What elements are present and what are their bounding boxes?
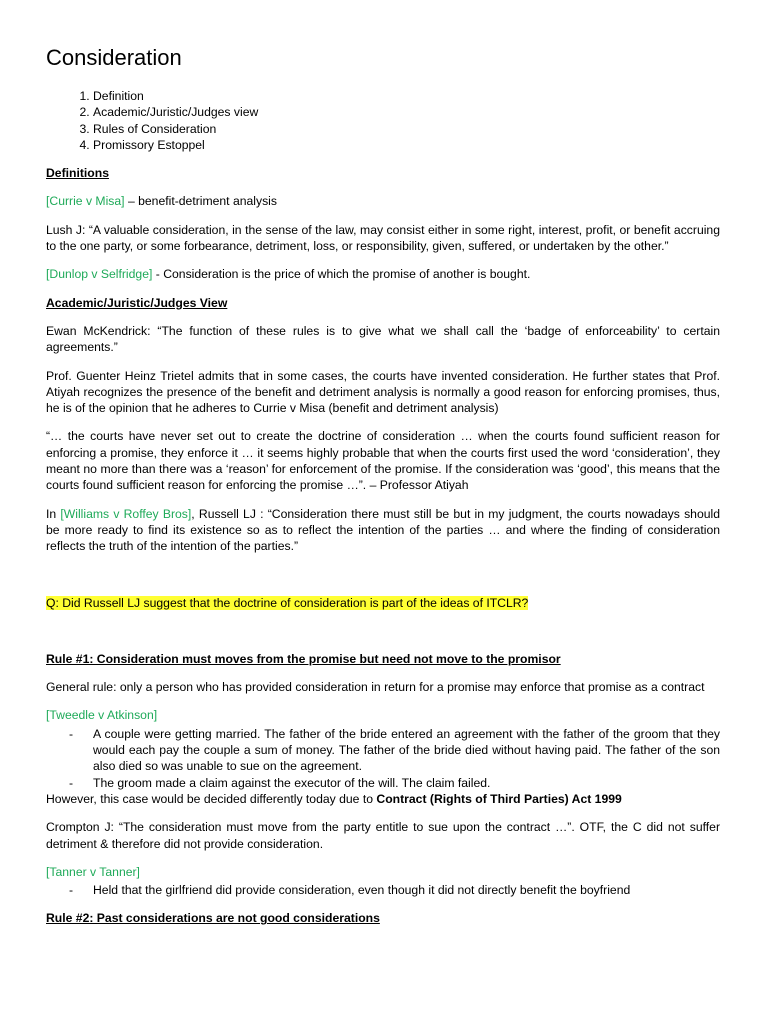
tweedle-points-list <box>46 726 720 791</box>
spacer <box>46 567 720 595</box>
table-of-contents <box>46 88 720 153</box>
definitions-heading: Definitions <box>46 166 109 181</box>
toc-item: 4. Promissory Estoppel <box>93 137 720 153</box>
list-item-text: The groom made a claim against the executor of the will. The claim failed. <box>93 775 491 790</box>
list-item-text: Held that the girlfriend did provide consideration, even though it did not directly benefit the boyfriend <box>93 883 631 898</box>
rule1-heading: Rule #1: Consideration must moves from the promise but need not move to the promisor <box>46 651 561 666</box>
act-name: Contract (Rights of Third Parties) Act 1999 <box>376 791 622 806</box>
rule2-heading: Rule #2: Past considerations are not good considerations <box>46 911 380 926</box>
williams-paragraph <box>46 506 720 555</box>
general-rule-paragraph: General rule: only a person who has provided consideration in return for a promise may enforce that promise as a contract <box>46 680 705 695</box>
tanner-case-citation: [Tanner v Tanner] <box>46 864 140 879</box>
spacer <box>46 623 720 651</box>
mckendrick-paragraph: Ewan McKendrick: “The function of these rules is to give what we shall call the ‘badge of enforceability’ to certain agreements.” <box>46 323 720 355</box>
highlighted-question: Q: Did Russell LJ suggest that the doctrine of consideration is part of the ideas of ITCLR? <box>46 595 529 610</box>
academic-heading: Academic/Juristic/Judges View <box>46 295 228 310</box>
currie-paragraph <box>46 193 720 209</box>
list-item <box>46 775 720 791</box>
tanner-points-list <box>46 882 720 898</box>
paragraph-text: However, this case would be decided differently today due to <box>46 791 377 806</box>
document-page <box>46 44 720 939</box>
lush-quote: Lush J: “A valuable consideration, in the sense of the law, may consist either in some right, interest, profit, or benefit accruing to the one party, or some forbearance, detriment, loss, or responsibility, given, suffered, or undertaken by the other.” <box>46 222 720 254</box>
case-citation: [Dunlop v Selfridge] <box>46 267 153 282</box>
question-paragraph <box>46 595 720 611</box>
paragraph-text: - Consideration is the price of which the promise of another is bought. <box>152 267 531 282</box>
dash-bullet: - <box>69 726 74 741</box>
dunlop-paragraph <box>46 266 720 282</box>
toc-item: 2. Academic/Juristic/Judges view <box>93 104 720 120</box>
paragraph-text: In <box>46 506 61 521</box>
list-item <box>46 882 720 898</box>
atiyah-quote: “… the courts have never set out to create the doctrine of consideration … when the courts found sufficient reason for enforcing a promise, they enforce it … it seems highly probable that when the courts first used the word ‘consideration’, they meant no more than there was a ‘reason’ for enforcement of the promise. If the consideration was ‘good’, this means that the courts found sufficient reason for enforcing the promise …”. – Professor Atiyah <box>46 429 720 493</box>
toc-item: 1. Definition <box>93 88 720 104</box>
treitel-paragraph: Prof. Guenter Heinz Trietel admits that in some cases, the courts have invented consideration. He further states that Prof. Atiyah recognizes the presence of the benefit and detriment analysis is normally a good reason for enforcing promises, thus, he is of the opinion that he adheres to Currie v Misa (benefit and detriment analysis) <box>46 368 720 416</box>
toc-item: 3. Rules of Consideration <box>93 121 720 137</box>
crompton-paragraph: Crompton J: “The consideration must move from the party entitle to sue upon the contract …”. OTF, the C did not suffer detriment & therefore did not provide consideration. <box>46 820 720 851</box>
tweedle-case-citation: [Tweedle v Atkinson] <box>46 708 158 723</box>
however-paragraph <box>46 791 720 807</box>
dash-bullet: - <box>69 775 74 790</box>
list-item-text: A couple were getting married. The father of the bride entered an agreement with the father of the groom that they would each pay the couple a sum of money. The father of the bride died without having paid. The father of the son also died so was unable to sue on the agreement. <box>93 726 720 774</box>
paragraph-text: – benefit-detriment analysis <box>124 194 277 209</box>
dash-bullet: - <box>69 883 74 898</box>
case-citation: [Williams v Roffey Bros] <box>60 506 192 521</box>
document-title: Consideration <box>46 45 182 70</box>
paragraph-text: , Russell LJ : “Consideration there must still be but in my judgment, the courts nowadays should be more ready to find its existence so as to reflect the intention of the parties … and where the finding of consideration reflects the truth of the intention of the parties.” <box>46 506 720 554</box>
case-citation: [Currie v Misa] <box>46 194 125 209</box>
list-item <box>46 726 720 775</box>
